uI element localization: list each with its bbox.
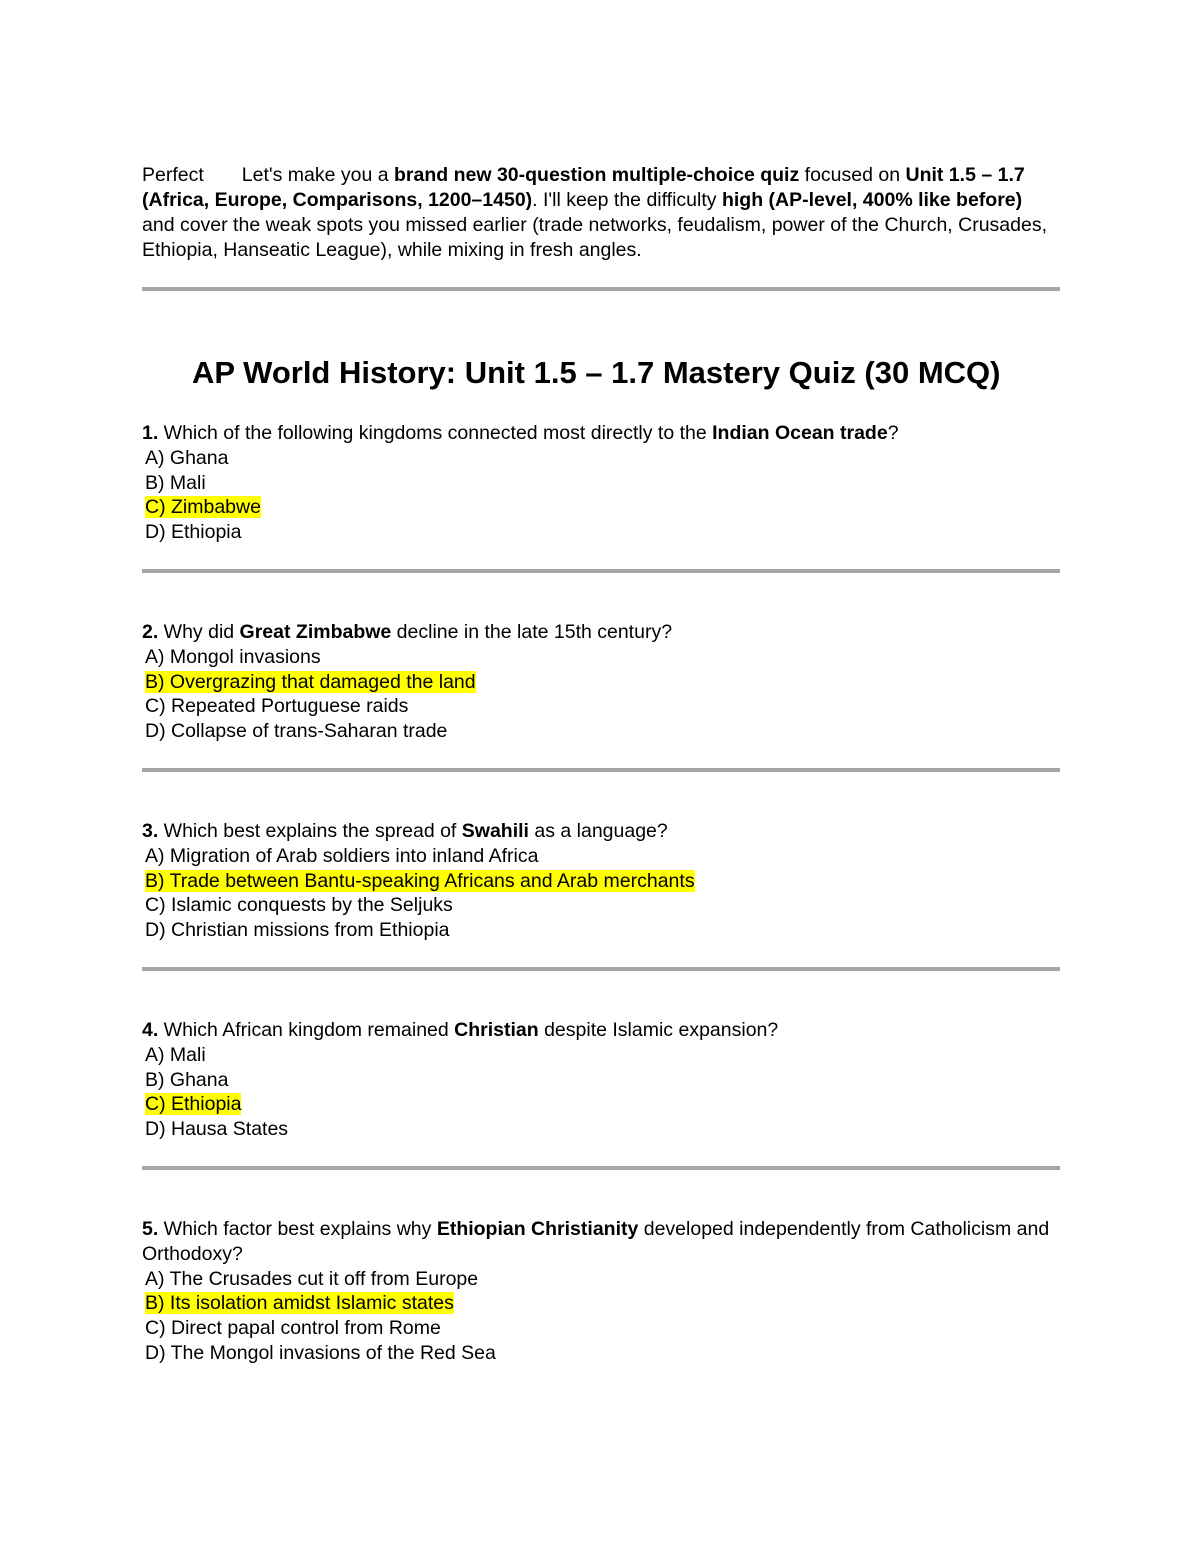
quiz-title-text: AP World History: Unit 1.5 – 1.7 Mastery Quiz (30 MCQ) — [192, 355, 1001, 390]
question-stem: decline in the late 15th century? — [391, 620, 673, 643]
question-text — [142, 620, 1060, 645]
option-text: C) Direct papal control from Rome — [145, 1317, 441, 1340]
horizontal-rule — [142, 768, 1060, 772]
option-text: A) Migration of Arab soldiers into inland Africa — [145, 844, 539, 867]
option-text-highlighted: B) Its isolation amidst Islamic states — [145, 1292, 454, 1315]
option-text: D) Hausa States — [145, 1118, 289, 1141]
question-5 — [142, 1217, 1060, 1366]
option-text: A) Mali — [145, 1043, 206, 1066]
question-stem: developed independently from Catholicism and Orthodoxy? — [142, 1217, 1050, 1265]
option-text: A) The Crusades cut it off from Europe — [145, 1267, 479, 1290]
horizontal-rule — [142, 967, 1060, 971]
option-d — [142, 520, 1060, 545]
question-keyword: Ethiopian Christianity — [436, 1217, 639, 1240]
question-stem: despite Islamic expansion? — [538, 1018, 779, 1041]
option-text: D) Christian missions from Ethiopia — [145, 919, 450, 942]
option-d — [142, 1117, 1060, 1142]
document-page — [142, 163, 1060, 1366]
option-b — [142, 670, 1060, 695]
question-stem: Which factor best explains why — [158, 1217, 437, 1240]
question-number: 2. — [142, 620, 159, 643]
intro-text: focused on — [799, 164, 906, 186]
option-d — [142, 918, 1060, 943]
option-b — [142, 471, 1060, 496]
option-b — [142, 1068, 1060, 1093]
question-number: 5. — [142, 1217, 159, 1240]
question-2 — [142, 620, 1060, 744]
question-keyword: Christian — [454, 1018, 539, 1041]
option-c — [142, 1316, 1060, 1341]
option-c — [142, 694, 1060, 719]
intro-bold: brand new 30-question multiple-choice quiz — [394, 164, 800, 186]
option-b — [142, 869, 1060, 894]
option-a — [142, 446, 1060, 471]
option-text-highlighted: C) Zimbabwe — [145, 496, 261, 519]
question-stem: ? — [887, 422, 899, 444]
option-text: C) Repeated Portuguese raids — [145, 695, 409, 718]
horizontal-rule — [142, 569, 1060, 573]
option-c — [142, 495, 1060, 520]
option-d — [142, 1341, 1060, 1366]
option-a — [142, 844, 1060, 869]
intro-text: Perfect — [142, 164, 204, 186]
question-text — [142, 421, 1060, 446]
option-text: A) Ghana — [145, 446, 229, 469]
option-c — [142, 1092, 1060, 1117]
intro-text: Let's make you a — [241, 164, 395, 186]
question-stem: Which best explains the spread of — [158, 819, 462, 842]
intro-text: . I'll keep the difficulty — [532, 189, 722, 211]
option-b — [142, 1291, 1060, 1316]
question-number: 3. — [142, 819, 159, 842]
option-text: D) Ethiopia — [145, 521, 242, 544]
option-text-highlighted: B) Overgrazing that damaged the land — [145, 670, 476, 693]
intro-bold: Unit 1.5 – 1.7 (Africa, Europe, Comparisons, 1200–1450) — [142, 164, 1025, 211]
question-stem: Which of the following kingdoms connected most directly to the — [158, 422, 713, 444]
option-text: B) Ghana — [145, 1068, 229, 1091]
option-d — [142, 719, 1060, 744]
question-stem: as a language? — [528, 819, 668, 842]
option-text: B) Mali — [145, 471, 206, 494]
question-1 — [142, 421, 1060, 545]
question-stem: Which African kingdom remained — [158, 1018, 455, 1041]
intro-bold: high (AP-level, 400% like before) — [721, 189, 1023, 211]
question-3 — [142, 819, 1060, 943]
horizontal-rule — [142, 1166, 1060, 1170]
quiz-title — [142, 353, 1060, 393]
option-text: C) Islamic conquests by the Seljuks — [145, 894, 453, 917]
option-text-highlighted: B) Trade between Bantu-speaking Africans and Arab merchants — [145, 869, 695, 892]
question-keyword: Indian Ocean trade — [712, 422, 888, 444]
intro-text: and cover the weak spots you missed earlier (trade networks, feudalism, power of the Church, Crusades, Ethiopia, Hanseatic League), while mixing in fresh angles. — [142, 214, 1048, 261]
option-text: D) The Mongol invasions of the Red Sea — [145, 1341, 496, 1364]
question-keyword: Swahili — [461, 819, 529, 842]
intro-paragraph — [142, 163, 1060, 263]
question-text — [142, 819, 1060, 844]
option-a — [142, 645, 1060, 670]
question-number: 1. — [142, 422, 159, 444]
question-text — [142, 1217, 1060, 1267]
question-stem: Why did — [158, 620, 240, 643]
option-c — [142, 893, 1060, 918]
option-text-highlighted: C) Ethiopia — [145, 1093, 242, 1116]
question-keyword: Great Zimbabwe — [239, 620, 392, 643]
option-text: A) Mongol invasions — [145, 645, 321, 668]
option-a — [142, 1043, 1060, 1068]
question-text — [142, 1018, 1060, 1043]
question-4 — [142, 1018, 1060, 1142]
option-text: D) Collapse of trans-Saharan trade — [145, 720, 448, 743]
horizontal-rule — [142, 287, 1060, 291]
option-a — [142, 1267, 1060, 1292]
question-number: 4. — [142, 1018, 159, 1041]
